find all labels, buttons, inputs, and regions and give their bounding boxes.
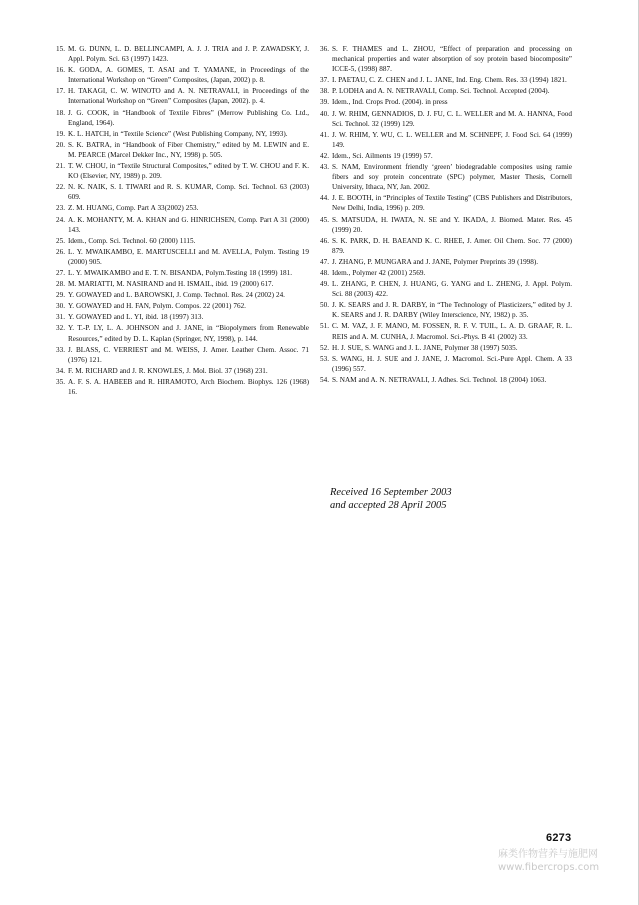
reference-number: 46. — [320, 236, 329, 245]
reference-item — [316, 300, 572, 320]
reference-number: 43. — [320, 163, 329, 172]
reference-item — [316, 257, 572, 267]
reference-text: N. K. NAIK, S. I. TIWARI and R. S. KUMAR, Comp. Sci. Technol. 63 (2003) 609. — [68, 183, 309, 202]
references-right-column — [316, 44, 572, 386]
reference-number: 34. — [56, 366, 65, 375]
reference-item — [316, 162, 572, 192]
reference-text: M. MARIATTI, M. NASIRAND and H. ISMAIL, ibid. 19 (2000) 617. — [68, 280, 274, 289]
reference-number: 16. — [56, 66, 65, 75]
page-number: 6273 — [546, 832, 572, 844]
reference-item — [316, 109, 572, 129]
reference-item — [316, 343, 572, 353]
reference-number: 45. — [320, 215, 329, 224]
reference-number: 49. — [320, 280, 329, 289]
reference-item — [316, 279, 572, 299]
reference-item — [52, 268, 309, 278]
reference-text: J. W. RHIM, Y. WU, C. L. WELLER and M. SCHNEPF, J. Food Sci. 64 (1999) 149. — [332, 130, 572, 149]
reference-number: 47. — [320, 257, 329, 266]
reference-item — [52, 108, 309, 128]
reference-number: 28. — [56, 280, 65, 289]
reference-number: 51. — [320, 322, 329, 331]
reference-text: H. TAKAGI, C. W. WINOTO and A. N. NETRAVALI, in Proceedings of the International Workshop on “Green” Composites (Japan, 2002). p. 4. — [68, 87, 309, 106]
reference-text: J. K. SEARS and J. R. DARBY, in “The Technology of Plasticizers,” edited by J. K. SEARS and J. R. DARBY (Wiley Interscience, NY, 1982) p. 35. — [332, 301, 572, 320]
reference-item — [52, 312, 309, 322]
reference-text: K. GODA, A. GOMES, T. ASAI and T. YAMANE, in Proceedings of the International Workshop on “Green” Composites, (Japan, 2002) p. 8. — [68, 66, 309, 85]
reference-number: 32. — [56, 324, 65, 333]
reference-text: S. NAM and A. N. NETRAVALI, J. Adhes. Sci. Technol. 18 (2004) 1063. — [332, 375, 547, 384]
reference-number: 33. — [56, 345, 65, 354]
reference-number: 18. — [56, 108, 65, 117]
reference-number: 53. — [320, 354, 329, 363]
reference-number: 41. — [320, 130, 329, 139]
reference-item — [316, 375, 572, 385]
reference-number: 25. — [56, 236, 65, 245]
reference-text: J. BLASS, C. VERRIEST and M. WEISS, J. Amer. Leather Chem. Assoc. 71 (1976) 121. — [68, 345, 309, 364]
reference-number: 26. — [56, 247, 65, 256]
reference-number: 35. — [56, 377, 65, 386]
reference-text: T. W. CHOU, in “Textile Structural Composites,” edited by T. W. CHOU and F. K. KO (Elsevier, NY, 1989) p. 209. — [68, 162, 309, 181]
reference-item — [316, 236, 572, 256]
reference-item — [316, 215, 572, 235]
reference-item — [52, 323, 309, 343]
reference-number: 30. — [56, 302, 65, 311]
reference-item — [316, 268, 572, 278]
reference-number: 23. — [56, 204, 65, 213]
reference-number: 50. — [320, 301, 329, 310]
reference-number: 37. — [320, 76, 329, 85]
reference-number: 24. — [56, 215, 65, 224]
reference-text: S. NAM, Environment friendly ‘green’ biodegradable composites using ramie fibers and soy protein concentrate (SPC) polymer, Master Thesis, Cornell University, Ithaca, NY, Jan. 2002. — [332, 163, 572, 192]
reference-item — [316, 97, 572, 107]
reference-item — [52, 182, 309, 202]
reference-text: Idem., Sci. Ailments 19 (1999) 57. — [332, 151, 433, 160]
reference-text: H. J. SUE, S. WANG and J. L. JANE, Polymer 38 (1997) 5035. — [332, 343, 518, 352]
reference-number: 39. — [320, 98, 329, 107]
reference-text: P. LODHA and A. N. NETRAVALI, Comp. Sci. Technol. Accepted (2004). — [332, 87, 550, 96]
reference-text: S. F. THAMES and L. ZHOU, “Effect of preparation and processing on mechanical properties and water absorption of soy protein based biocomposite” ICCE-5, (1998) 887. — [332, 45, 572, 74]
reference-item — [52, 215, 309, 235]
reference-item — [52, 161, 309, 181]
reference-item — [52, 247, 309, 267]
reference-item — [52, 236, 309, 246]
reference-item — [52, 279, 309, 289]
accepted-date-line: and accepted 28 April 2005 — [330, 500, 447, 511]
reference-text: K. L. HATCH, in “Textile Science” (West Publishing Company, NY, 1993). — [68, 129, 288, 138]
received-dates — [330, 486, 530, 512]
reference-number: 36. — [320, 45, 329, 53]
reference-text: I. PAETAU, C. Z. CHEN and J. L. JANE, Ind. Eng. Chem. Res. 33 (1994) 1821. — [332, 76, 567, 85]
reference-item — [52, 44, 309, 64]
reference-item — [52, 366, 309, 376]
reference-number: 42. — [320, 151, 329, 160]
reference-item — [316, 75, 572, 85]
reference-item — [316, 44, 572, 74]
reference-text: L. Y. MWAIKAMBO and E. T. N. BISANDA, Polym.Testing 18 (1999) 181. — [68, 268, 293, 277]
reference-text: A. K. MOHANTY, M. A. KHAN and G. HINRICHSEN, Comp. Part A 31 (2000) 143. — [68, 215, 309, 234]
reference-item — [52, 345, 309, 365]
reference-item — [52, 86, 309, 106]
reference-item — [316, 193, 572, 213]
reference-number: 38. — [320, 87, 329, 96]
watermark — [498, 848, 636, 874]
reference-number: 27. — [56, 268, 65, 277]
reference-text: L. Y. MWAIKAMBO, E. MARTUSCELLI and M. AVELLA, Polym. Testing 19 (2000) 905. — [68, 247, 309, 266]
reference-text: Y. GOWAYED and L. BAROWSKI, J. Comp. Technol. Res. 24 (2002) 24. — [68, 291, 285, 300]
reference-text: Idem., Polymer 42 (2001) 2569. — [332, 268, 426, 277]
watermark-chinese-text: 麻类作物营养与施肥网 — [498, 849, 598, 860]
reference-item — [316, 86, 572, 96]
reference-number: 48. — [320, 268, 329, 277]
reference-text: S. K. PARK, D. H. BAEAND K. C. RHEE, J. Amer. Oil Chem. Soc. 77 (2000) 879. — [332, 236, 572, 255]
reference-text: J. E. BOOTH, in “Principles of Textile Testing” (CBS Publishers and Distributors, New Delhi, India, 1996) p. 209. — [332, 194, 572, 213]
reference-text: Y. GOWAYED and L. YI, ibid. 18 (1997) 313. — [68, 313, 204, 322]
reference-number: 52. — [320, 343, 329, 352]
reference-item — [316, 354, 572, 374]
reference-item — [52, 301, 309, 311]
references-left-column — [52, 44, 309, 398]
reference-text: S. K. BATRA, in “Handbook of Fiber Chemistry,” edited by M. LEWIN and E. M. PEARCE (Marcel Dekker Inc., NY, 1998) p. 505. — [68, 140, 309, 159]
reference-number: 29. — [56, 291, 65, 300]
reference-text: L. ZHANG, P. CHEN, J. HUANG, G. YANG and L. ZHENG, J. Appl. Polym. Sci. 88 (2003) 422. — [332, 280, 572, 299]
reference-number: 15. — [56, 45, 65, 53]
reference-item — [52, 290, 309, 300]
reference-number: 22. — [56, 183, 65, 192]
reference-number: 17. — [56, 87, 65, 96]
reference-number: 21. — [56, 162, 65, 171]
reference-item — [52, 377, 309, 397]
reference-item — [316, 151, 572, 161]
reference-item — [316, 321, 572, 341]
reference-text: Z. M. HUANG, Comp. Part A 33(2002) 253. — [68, 204, 199, 213]
reference-item — [52, 129, 309, 139]
reference-text: F. M. RICHARD and J. R. KNOWLES, J. Mol. Biol. 37 (1968) 231. — [68, 366, 268, 375]
reference-text: S. MATSUDA, H. IWATA, N. SE and Y. IKADA, J. Biomed. Mater. Res. 45 (1999) 20. — [332, 215, 572, 234]
reference-text: Idem., Ind. Crops Prod. (2004). in press — [332, 98, 448, 107]
reference-number: 31. — [56, 313, 65, 322]
reference-number: 44. — [320, 194, 329, 203]
reference-text: S. WANG, H. J. SUE and J. JANE, J. Macromol. Sci.-Pure Appl. Chem. A 33 (1996) 557. — [332, 354, 572, 373]
reference-number: 40. — [320, 109, 329, 118]
reference-number: 19. — [56, 129, 65, 138]
received-date-line: Received 16 September 2003 — [330, 487, 452, 498]
reference-item — [316, 130, 572, 150]
reference-text: J. ZHANG, P. MUNGARA and J. JANE, Polymer Preprints 39 (1998). — [332, 257, 539, 266]
reference-text: C. M. VAZ, J. F. MANO, M. FOSSEN, R. F. V. TUIL, L. A. D. GRAAF, R. L. REIS and A. M. CUNHA, J. Macromol. Sci.-Phys. B 41 (2002) 33. — [332, 322, 572, 341]
reference-number: 54. — [320, 375, 329, 384]
reference-number: 20. — [56, 140, 65, 149]
reference-text: Idem., Comp. Sci. Technol. 60 (2000) 1115. — [68, 236, 196, 245]
reference-text: A. F. S. A. HABEEB and R. HIRAMOTO, Arch Biochem. Biophys. 126 (1968) 16. — [68, 377, 309, 396]
reference-text: Y. T.-P. LY, L. A. JOHNSON and J. JANE, in “Biopolymers from Renewable Resources,” edited by D. L. Kaplan (Springer, NY, 1998), p. 144. — [68, 324, 309, 343]
reference-item — [52, 203, 309, 213]
reference-text: J. G. COOK, in “Handbook of Textile Fibres” (Merrow Publishing Co. Ltd., England, 1964). — [68, 108, 309, 127]
reference-item — [52, 140, 309, 160]
watermark-url-text: www.fibercrops.com — [498, 862, 600, 873]
reference-text: Y. GOWAYED and H. FAN, Polym. Compos. 22 (2001) 762. — [68, 302, 246, 311]
reference-item — [52, 65, 309, 85]
reference-text: J. W. RHIM, GENNADIOS, D. J. FU, C. L. WELLER and M. A. HANNA, Food Sci. Technol. 32 (1999) 129. — [332, 109, 572, 128]
reference-text: M. G. DUNN, L. D. BELLINCAMPI, A. J. J. TRIA and J. P. ZAWADSKY, J. Appl. Polym. Sci. 63 (1997) 1423. — [68, 45, 309, 64]
